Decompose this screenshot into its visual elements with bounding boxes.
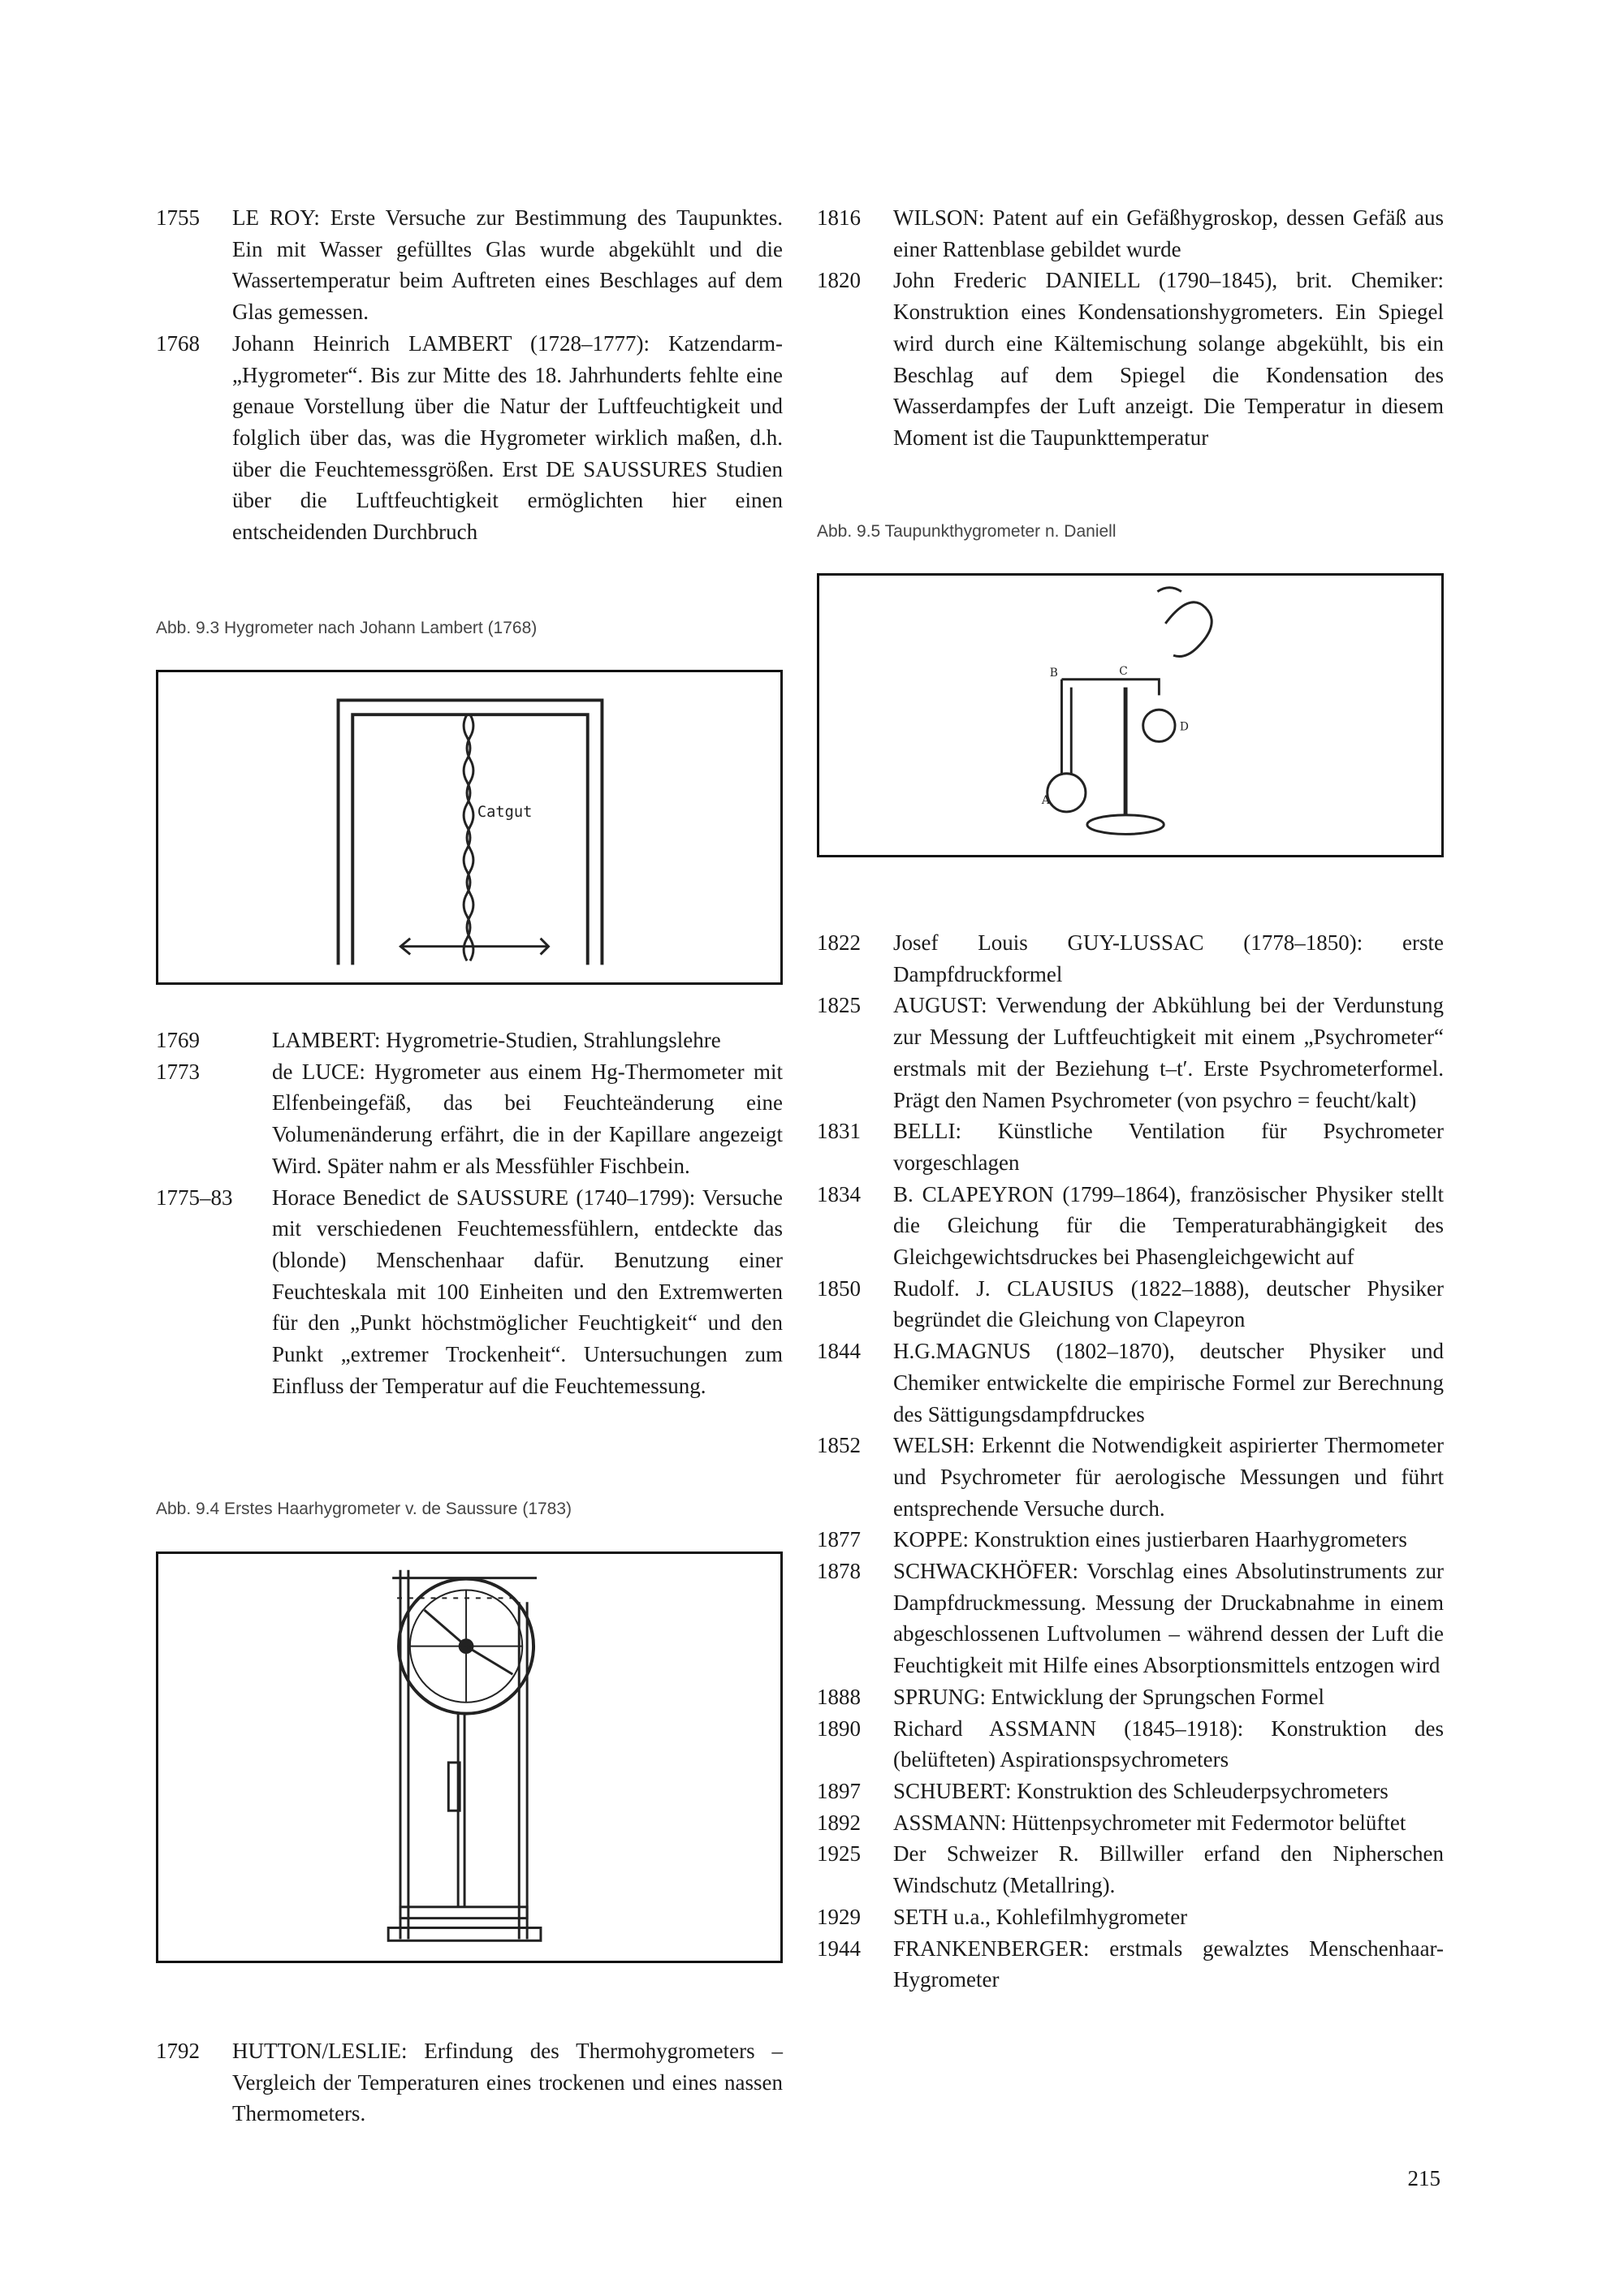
left-timeline-block-3: [156, 2035, 783, 2130]
entry-year: 1816: [817, 205, 861, 230]
entry-year: 1792: [156, 2039, 200, 2063]
entry-text: AUGUST: Verwendung der Abkühlung bei der Verdunstung zur Messung der Luftfeuchtigkeit mit einem „Psychrometer“ erstmals mit der Beziehung t–t′. Erste Psychrometerformel. Prägt den Namen Psychrometer (von psychro = feucht/kalt): [893, 993, 1444, 1112]
timeline-entry: [156, 1025, 783, 1056]
entry-text: LE ROY: Erste Versuche zur Bestimmung des Taupunktes. Ein mit Wasser gefülltes Glas wurde abgekühlt und die Wassertemperatur beim Auftreten eines Beschlages auf dem Glas gemessen.: [232, 205, 783, 325]
entry-text: Horace Benedict de SAUSSURE (1740–1799): Versuche mit verschiedenen Feuchtemessfühlern, entdeckte das (blonde) Menschenhaar dafür. Benutzung einer Feuchteskala mit 100 Einheiten und den Extremwerten für den „Punkt höchstmöglicher Feuchtigkeit“ und den Punkt „extremer Trockenheit“. Untersuchungen zum Einfluss der Temperatur auf die Feuchtemessung.: [272, 1185, 783, 1398]
figure-lambert-hygrometer: [156, 670, 783, 985]
label-c: C: [1119, 664, 1128, 678]
entry-text: ASSMANN: Hüttenpsychrometer mit Federmotor belüftet: [893, 1810, 1406, 1835]
timeline-entry: [817, 1807, 1444, 1839]
entry-year: 1768: [156, 330, 200, 356]
timeline-entry: [156, 202, 783, 328]
label-b: B: [1049, 666, 1058, 680]
entry-text: FRANKENBERGER: erstmals gewalztes Menschenhaar-Hygrometer: [893, 1936, 1444, 1992]
figure-saussure-hygrometer: [156, 1552, 783, 1963]
entry-text: Der Schweizer R. Billwiller erfand den Nipherschen Windschutz (Metallring).: [893, 1841, 1444, 1898]
timeline-entry: [817, 1430, 1444, 1524]
page-number: 215: [1407, 2166, 1440, 2190]
entry-text: WELSH: Erkennt die Notwendigkeit aspirierter Thermometer und Psychrometer für aerologische Messungen und führt entsprechende Versuche durch.: [893, 1433, 1444, 1521]
entry-text: B. CLAPEYRON (1799–1864), französischer Physiker stellt die Gleichung für die Temperaturabhängigkeit des Gleichgewichtsdruckes bei Phasengleichgewicht auf: [893, 1181, 1444, 1270]
timeline-entry: [817, 1556, 1444, 1681]
timeline-entry: [156, 2035, 783, 2130]
left-timeline-block-2: [156, 1025, 783, 1401]
entry-text: LAMBERT: Hygrometrie-Studien, Strahlungslehre: [272, 1028, 721, 1052]
entry-text: John Frederic DANIELL (1790–1845), brit. Chemiker: Konstruktion eines Kondensationshygrometers. Ein Spiegel wird durch eine Kältemischung solange abgekühlt, bis ein Beschlag auf dem Spiegel die Kondensation des Wasserdampfes der Luft anzeigt. Die Temperatur in diesem Moment ist die Taupunkttemperatur: [893, 268, 1444, 450]
lambert-hygrometer-drawing: [158, 672, 780, 982]
entry-year: 1844: [817, 1339, 861, 1364]
label-d: D: [1179, 720, 1189, 734]
timeline-entry: [817, 927, 1444, 990]
timeline-entry: [817, 1776, 1444, 1807]
entry-year: 1773: [156, 1059, 200, 1084]
left-timeline-block-1: [156, 202, 783, 548]
daniell-hygrometer-drawing: [819, 576, 1441, 855]
entry-text: SETH u.a., Kohlefilmhygrometer: [893, 1904, 1188, 1929]
timeline-entry: [817, 202, 1444, 265]
entry-text: KOPPE: Konstruktion eines justierbaren Haarhygrometers: [893, 1527, 1407, 1552]
saussure-hygrometer-drawing: [158, 1554, 780, 1961]
entry-year: 1850: [817, 1275, 861, 1301]
timeline-entry: [817, 1933, 1444, 1996]
entry-year: 1834: [817, 1181, 861, 1206]
timeline-entry: [817, 990, 1444, 1116]
entry-text: Josef Louis GUY-LUSSAC (1778–1850): erste Dampfdruckformel: [893, 930, 1444, 986]
entry-year: 1897: [817, 1778, 861, 1803]
timeline-entry: [817, 1713, 1444, 1776]
entry-year: 1755: [156, 205, 200, 230]
timeline-entry: [817, 1116, 1444, 1178]
timeline-entry: [817, 1273, 1444, 1336]
entry-year: 1877: [817, 1527, 861, 1552]
entry-year: 1878: [817, 1559, 861, 1584]
timeline-entry: [817, 1838, 1444, 1901]
timeline-entry: [156, 328, 783, 548]
entry-year: 1775–83: [156, 1185, 233, 1210]
entry-text: H.G.MAGNUS (1802–1870), deutscher Physiker und Chemiker entwickelte die empirische Formel zur Berechnung des Sättigungsdampfdruckes: [893, 1339, 1444, 1426]
timeline-entry: [156, 1056, 783, 1182]
label-a: A: [1041, 794, 1050, 808]
entry-year: 1831: [817, 1119, 861, 1144]
entry-text: SCHWACKHÖFER: Vorschlag eines Absolutinstruments zur Dampfdruckmessung. Messung der Druckabnahme in einem abgeschlossenen Luftvolumen – während dessen der Luft die Feuchtigkeit mit Hilfe eines Absorptionsmittels entzogen wird: [893, 1559, 1444, 1678]
entry-year: 1944: [817, 1936, 861, 1961]
entry-year: 1822: [817, 930, 861, 955]
entry-text: Rudolf. J. CLAUSIUS (1822–1888), deutscher Physiker begründet die Gleichung von Clapeyron: [893, 1275, 1444, 1332]
figure-caption-9-3: Abb. 9.3 Hygrometer nach Johann Lambert (1768): [156, 619, 538, 637]
entry-year: 1852: [817, 1433, 861, 1458]
entry-text: SCHUBERT: Konstruktion des Schleuderpsychrometers: [893, 1778, 1389, 1803]
entry-year: 1769: [156, 1028, 200, 1052]
right-timeline-block-2: [817, 927, 1444, 1996]
timeline-entry: [156, 1182, 783, 1402]
entry-text: BELLI: Künstliche Ventilation für Psychrometer vorgeschlagen: [893, 1119, 1444, 1175]
entry-text: WILSON: Patent auf ein Gefäßhygroskop, dessen Gefäß aus einer Rattenblase gebildet wurde: [893, 205, 1444, 261]
entry-year: 1925: [817, 1841, 861, 1867]
figure-caption-9-5: Abb. 9.5 Taupunkthygrometer n. Daniell: [817, 522, 1116, 541]
timeline-entry: [817, 1681, 1444, 1713]
entry-year: 1820: [817, 268, 861, 293]
entry-year: 1892: [817, 1810, 861, 1835]
timeline-entry: [817, 1336, 1444, 1430]
entry-text: SPRUNG: Entwicklung der Sprungschen Formel: [893, 1684, 1324, 1709]
timeline-entry: [817, 1179, 1444, 1273]
entry-year: 1890: [817, 1716, 861, 1741]
entry-year: 1929: [817, 1904, 861, 1929]
figure-daniell-hygrometer: [817, 573, 1444, 857]
entry-text: HUTTON/LESLIE: Erfindung des Thermohygrometers – Vergleich der Temperaturen eines trockenen und eines nassen Thermometers.: [232, 2039, 783, 2126]
entry-year: 1825: [817, 993, 861, 1018]
right-timeline-block-1: [817, 202, 1444, 454]
catgut-label: Catgut: [477, 804, 533, 822]
timeline-entry: [817, 265, 1444, 453]
timeline-entry: [817, 1524, 1444, 1556]
entry-text: de LUCE: Hygrometer aus einem Hg-Thermometer mit Elfenbeingefäß, das bei Feuchteänderung eine Volumenänderung erfährt, die in der Kapillare angezeigt Wird. Später nahm er als Messfühler Fischbein.: [272, 1059, 783, 1178]
entry-year: 1888: [817, 1684, 861, 1709]
entry-text: Richard ASSMANN (1845–1918): Konstruktion des (belüfteten) Aspirationspsychrometers: [893, 1716, 1444, 1772]
entry-text: Johann Heinrich LAMBERT (1728–1777): Katzendarm-„Hygrometer“. Bis zur Mitte des 18. Jahrhunderts fehlte eine genaue Vorstellung über die Natur der Luftfeuchtigkeit und folglich über das, was die Hygrometer wirklich maßen, d.h. über die Feuchtemessgrößen. Erst DE SAUSSURES Studien über die Luftfeuchtigkeit ermöglichten hier einen entscheidenden Durchbruch: [232, 330, 783, 545]
figure-caption-9-4: Abb. 9.4 Erstes Haarhygrometer v. de Saussure (1783): [156, 1500, 572, 1518]
timeline-entry: [817, 1901, 1444, 1933]
